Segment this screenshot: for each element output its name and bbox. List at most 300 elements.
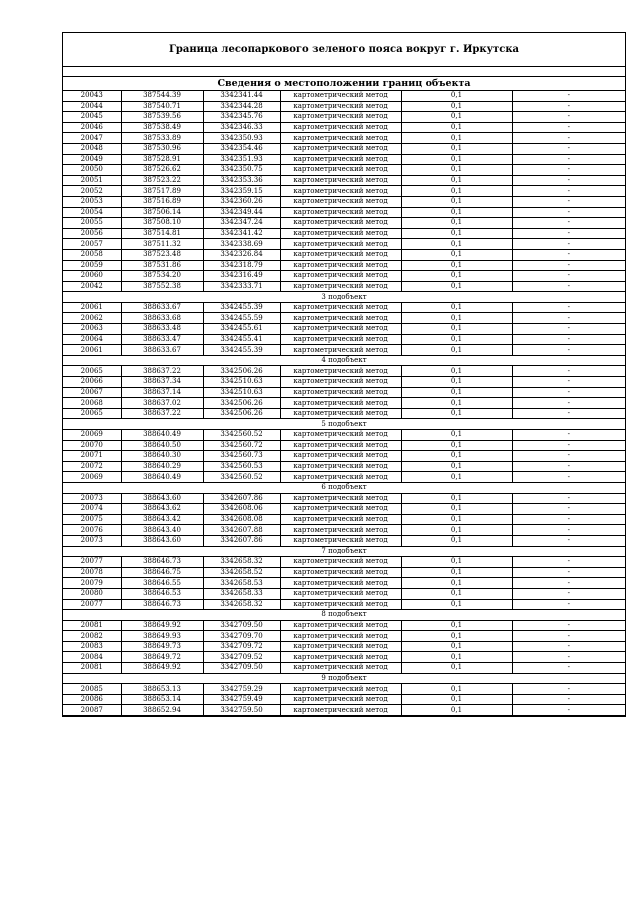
table-row <box>63 165 625 176</box>
point-number-cell: 20050 <box>63 165 121 176</box>
point-number-cell: 20047 <box>63 133 121 144</box>
table-row <box>63 493 625 504</box>
method-cell: картометрический метод <box>280 461 401 472</box>
x-coordinate-cell: 387539.56 <box>121 112 203 123</box>
precision-cell: 0,1 <box>401 599 512 610</box>
y-coordinate-cell: 3342316.49 <box>203 271 280 282</box>
method-cell: картометрический метод <box>280 196 401 207</box>
point-number-cell: 20055 <box>63 218 121 229</box>
table-row <box>63 567 625 578</box>
x-coordinate-cell: 387517.89 <box>121 186 203 197</box>
method-cell: картометрический метод <box>280 663 401 674</box>
y-coordinate-cell: 3342455.39 <box>203 345 280 356</box>
table-row <box>63 557 625 568</box>
point-number-cell: 20081 <box>63 663 121 674</box>
method-cell: картометрический метод <box>280 705 401 716</box>
table-row <box>63 641 625 652</box>
precision-cell: 0,1 <box>401 260 512 271</box>
table-row <box>63 525 625 536</box>
y-coordinate-cell: 3342455.39 <box>203 302 280 313</box>
table-row <box>63 578 625 589</box>
description-cell: - <box>512 588 625 599</box>
x-coordinate-cell: 388637.34 <box>121 377 203 388</box>
table-row <box>63 631 625 642</box>
y-coordinate-cell: 3342344.28 <box>203 101 280 112</box>
description-cell: - <box>512 440 625 451</box>
point-number-cell: 20060 <box>63 271 121 282</box>
description-cell: - <box>512 143 625 154</box>
precision-cell: 0,1 <box>401 196 512 207</box>
y-coordinate-cell: 3342349.44 <box>203 207 280 218</box>
y-coordinate-cell: 3342709.70 <box>203 631 280 642</box>
table-row <box>63 377 625 388</box>
table-row <box>63 663 625 674</box>
method-cell: картометрический метод <box>280 154 401 165</box>
method-cell: картометрический метод <box>280 218 401 229</box>
description-cell: - <box>512 154 625 165</box>
y-coordinate-cell: 3342658.32 <box>203 599 280 610</box>
y-coordinate-cell: 3342759.49 <box>203 694 280 705</box>
subobject-header-row <box>63 673 625 684</box>
description-cell: - <box>512 112 625 123</box>
precision-cell: 0,1 <box>401 239 512 250</box>
point-number-cell: 20052 <box>63 186 121 197</box>
x-coordinate-cell: 388637.22 <box>121 408 203 419</box>
x-coordinate-cell: 388643.40 <box>121 525 203 536</box>
table-row <box>63 387 625 398</box>
precision-cell: 0,1 <box>401 451 512 462</box>
point-number-cell: 20065 <box>63 366 121 377</box>
method-cell: картометрический метод <box>280 525 401 536</box>
method-cell: картометрический метод <box>280 493 401 504</box>
title-spacer <box>63 67 625 77</box>
y-coordinate-cell: 3342353.36 <box>203 175 280 186</box>
table-row <box>63 239 625 250</box>
precision-cell: 0,1 <box>401 620 512 631</box>
description-cell: - <box>512 366 625 377</box>
point-number-cell: 20057 <box>63 239 121 250</box>
description-cell: - <box>512 684 625 695</box>
point-number-cell: 20063 <box>63 324 121 335</box>
precision-cell: 0,1 <box>401 324 512 335</box>
point-number-cell: 20073 <box>63 535 121 546</box>
y-coordinate-cell: 3342510.63 <box>203 387 280 398</box>
y-coordinate-cell: 3342346.33 <box>203 122 280 133</box>
x-coordinate-cell: 388633.47 <box>121 334 203 345</box>
y-coordinate-cell: 3342560.53 <box>203 461 280 472</box>
y-coordinate-cell: 3342560.52 <box>203 472 280 483</box>
table-row <box>63 249 625 260</box>
description-cell: - <box>512 451 625 462</box>
table-row <box>63 271 625 282</box>
x-coordinate-cell: 388652.94 <box>121 705 203 716</box>
method-cell: картометрический метод <box>280 271 401 282</box>
precision-cell: 0,1 <box>401 302 512 313</box>
point-number-cell: 20049 <box>63 154 121 165</box>
method-cell: картометрический метод <box>280 504 401 515</box>
table-row <box>63 461 625 472</box>
method-cell: картометрический метод <box>280 514 401 525</box>
method-cell: картометрический метод <box>280 260 401 271</box>
y-coordinate-cell: 3342338.69 <box>203 239 280 250</box>
description-cell: - <box>512 218 625 229</box>
y-coordinate-cell: 3342608.08 <box>203 514 280 525</box>
table-row <box>63 345 625 356</box>
point-number-cell: 20059 <box>63 260 121 271</box>
point-number-cell: 20065 <box>63 408 121 419</box>
description-cell: - <box>512 408 625 419</box>
precision-cell: 0,1 <box>401 143 512 154</box>
point-number-cell: 20076 <box>63 525 121 536</box>
table-row <box>63 302 625 313</box>
x-coordinate-cell: 387531.86 <box>121 260 203 271</box>
description-cell: - <box>512 504 625 515</box>
precision-cell: 0,1 <box>401 705 512 716</box>
description-cell: - <box>512 493 625 504</box>
point-number-cell: 20075 <box>63 514 121 525</box>
method-cell: картометрический метод <box>280 175 401 186</box>
x-coordinate-cell: 387538.49 <box>121 122 203 133</box>
table-row <box>63 398 625 409</box>
point-number-cell: 20045 <box>63 112 121 123</box>
point-number-cell: 20053 <box>63 196 121 207</box>
method-cell: картометрический метод <box>280 430 401 441</box>
subobject-label: 4 подобъект <box>63 355 625 366</box>
description-cell: - <box>512 122 625 133</box>
table-row <box>63 705 625 716</box>
method-cell: картометрический метод <box>280 557 401 568</box>
point-number-cell: 20082 <box>63 631 121 642</box>
x-coordinate-cell: 388646.53 <box>121 588 203 599</box>
x-coordinate-cell: 388646.55 <box>121 578 203 589</box>
x-coordinate-cell: 387528.91 <box>121 154 203 165</box>
description-cell: - <box>512 694 625 705</box>
x-coordinate-cell: 388646.75 <box>121 567 203 578</box>
point-number-cell: 20051 <box>63 175 121 186</box>
precision-cell: 0,1 <box>401 175 512 186</box>
y-coordinate-cell: 3342341.44 <box>203 91 280 101</box>
table-row <box>63 218 625 229</box>
method-cell: картометрический метод <box>280 451 401 462</box>
x-coordinate-cell: 388649.92 <box>121 620 203 631</box>
x-coordinate-cell: 388637.22 <box>121 366 203 377</box>
description-cell: - <box>512 281 625 292</box>
description-cell: - <box>512 567 625 578</box>
point-number-cell: 20077 <box>63 599 121 610</box>
precision-cell: 0,1 <box>401 493 512 504</box>
x-coordinate-cell: 388633.67 <box>121 302 203 313</box>
subobject-label: 3 подобъект <box>63 292 625 303</box>
precision-cell: 0,1 <box>401 186 512 197</box>
description-cell: - <box>512 165 625 176</box>
subobject-header-row <box>63 419 625 430</box>
y-coordinate-cell: 3342345.76 <box>203 112 280 123</box>
point-number-cell: 20086 <box>63 694 121 705</box>
method-cell: картометрический метод <box>280 377 401 388</box>
x-coordinate-cell: 387523.48 <box>121 249 203 260</box>
table-row <box>63 451 625 462</box>
method-cell: картометрический метод <box>280 684 401 695</box>
precision-cell: 0,1 <box>401 122 512 133</box>
precision-cell: 0,1 <box>401 525 512 536</box>
y-coordinate-cell: 3342455.59 <box>203 313 280 324</box>
method-cell: картометрический метод <box>280 239 401 250</box>
method-cell: картометрический метод <box>280 387 401 398</box>
description-cell: - <box>512 641 625 652</box>
precision-cell: 0,1 <box>401 398 512 409</box>
method-cell: картометрический метод <box>280 694 401 705</box>
method-cell: картометрический метод <box>280 652 401 663</box>
precision-cell: 0,1 <box>401 218 512 229</box>
precision-cell: 0,1 <box>401 207 512 218</box>
table-row <box>63 122 625 133</box>
description-cell: - <box>512 345 625 356</box>
subobject-header-row <box>63 292 625 303</box>
table-row <box>63 440 625 451</box>
point-number-cell: 20081 <box>63 620 121 631</box>
point-number-cell: 20058 <box>63 249 121 260</box>
subobject-header-row <box>63 355 625 366</box>
method-cell: картометрический метод <box>280 101 401 112</box>
point-number-cell: 20068 <box>63 398 121 409</box>
x-coordinate-cell: 388643.60 <box>121 493 203 504</box>
method-cell: картометрический метод <box>280 281 401 292</box>
x-coordinate-cell: 387523.22 <box>121 175 203 186</box>
description-cell: - <box>512 557 625 568</box>
coordinates-table <box>63 91 625 716</box>
x-coordinate-cell: 388637.02 <box>121 398 203 409</box>
method-cell: картометрический метод <box>280 641 401 652</box>
precision-cell: 0,1 <box>401 557 512 568</box>
table-row <box>63 175 625 186</box>
y-coordinate-cell: 3342359.15 <box>203 186 280 197</box>
y-coordinate-cell: 3342560.72 <box>203 440 280 451</box>
table-row <box>63 281 625 292</box>
x-coordinate-cell: 387544.39 <box>121 91 203 101</box>
precision-cell: 0,1 <box>401 91 512 101</box>
y-coordinate-cell: 3342333.71 <box>203 281 280 292</box>
description-cell: - <box>512 101 625 112</box>
x-coordinate-cell: 387511.32 <box>121 239 203 250</box>
description-cell: - <box>512 228 625 239</box>
method-cell: картометрический метод <box>280 398 401 409</box>
description-cell: - <box>512 430 625 441</box>
x-coordinate-cell: 388649.72 <box>121 652 203 663</box>
x-coordinate-cell: 388649.73 <box>121 641 203 652</box>
y-coordinate-cell: 3342759.29 <box>203 684 280 695</box>
y-coordinate-cell: 3342607.86 <box>203 493 280 504</box>
description-cell: - <box>512 239 625 250</box>
method-cell: картометрический метод <box>280 302 401 313</box>
table-row <box>63 228 625 239</box>
y-coordinate-cell: 3342759.50 <box>203 705 280 716</box>
y-coordinate-cell: 3342326.84 <box>203 249 280 260</box>
precision-cell: 0,1 <box>401 249 512 260</box>
method-cell: картометрический метод <box>280 535 401 546</box>
method-cell: картометрический метод <box>280 313 401 324</box>
x-coordinate-cell: 388637.14 <box>121 387 203 398</box>
precision-cell: 0,1 <box>401 345 512 356</box>
point-number-cell: 20062 <box>63 313 121 324</box>
precision-cell: 0,1 <box>401 694 512 705</box>
method-cell: картометрический метод <box>280 631 401 642</box>
point-number-cell: 20070 <box>63 440 121 451</box>
method-cell: картометрический метод <box>280 345 401 356</box>
method-cell: картометрический метод <box>280 186 401 197</box>
y-coordinate-cell: 3342560.52 <box>203 430 280 441</box>
x-coordinate-cell: 387534.20 <box>121 271 203 282</box>
description-cell: - <box>512 249 625 260</box>
point-number-cell: 20077 <box>63 557 121 568</box>
method-cell: картометрический метод <box>280 334 401 345</box>
x-coordinate-cell: 388653.14 <box>121 694 203 705</box>
y-coordinate-cell: 3342607.88 <box>203 525 280 536</box>
point-number-cell: 20048 <box>63 143 121 154</box>
precision-cell: 0,1 <box>401 334 512 345</box>
x-coordinate-cell: 388633.48 <box>121 324 203 335</box>
point-number-cell: 20072 <box>63 461 121 472</box>
y-coordinate-cell: 3342360.26 <box>203 196 280 207</box>
y-coordinate-cell: 3342658.32 <box>203 557 280 568</box>
point-number-cell: 20046 <box>63 122 121 133</box>
subobject-label: 7 подобъект <box>63 546 625 557</box>
subobject-label: 9 подобъект <box>63 673 625 684</box>
precision-cell: 0,1 <box>401 154 512 165</box>
x-coordinate-cell: 387540.71 <box>121 101 203 112</box>
y-coordinate-cell: 3342350.75 <box>203 165 280 176</box>
precision-cell: 0,1 <box>401 504 512 515</box>
table-row <box>63 408 625 419</box>
precision-cell: 0,1 <box>401 366 512 377</box>
x-coordinate-cell: 388653.13 <box>121 684 203 695</box>
description-cell: - <box>512 271 625 282</box>
x-coordinate-cell: 388649.93 <box>121 631 203 642</box>
subobject-header-row <box>63 546 625 557</box>
precision-cell: 0,1 <box>401 588 512 599</box>
description-cell: - <box>512 620 625 631</box>
description-cell: - <box>512 302 625 313</box>
method-cell: картометрический метод <box>280 324 401 335</box>
description-cell: - <box>512 652 625 663</box>
x-coordinate-cell: 387516.89 <box>121 196 203 207</box>
y-coordinate-cell: 3342608.06 <box>203 504 280 515</box>
description-cell: - <box>512 377 625 388</box>
point-number-cell: 20061 <box>63 302 121 313</box>
description-cell: - <box>512 398 625 409</box>
method-cell: картометрический метод <box>280 567 401 578</box>
table-row <box>63 260 625 271</box>
table-row <box>63 112 625 123</box>
description-cell: - <box>512 91 625 101</box>
y-coordinate-cell: 3342709.50 <box>203 663 280 674</box>
x-coordinate-cell: 388633.67 <box>121 345 203 356</box>
method-cell: картометрический метод <box>280 599 401 610</box>
x-coordinate-cell: 387506.14 <box>121 207 203 218</box>
method-cell: картометрический метод <box>280 578 401 589</box>
point-number-cell: 20064 <box>63 334 121 345</box>
method-cell: картометрический метод <box>280 122 401 133</box>
point-number-cell: 20074 <box>63 504 121 515</box>
description-cell: - <box>512 461 625 472</box>
y-coordinate-cell: 3342607.86 <box>203 535 280 546</box>
x-coordinate-cell: 387533.89 <box>121 133 203 144</box>
description-cell: - <box>512 387 625 398</box>
precision-cell: 0,1 <box>401 535 512 546</box>
table-row <box>63 588 625 599</box>
method-cell: картометрический метод <box>280 249 401 260</box>
y-coordinate-cell: 3342354.46 <box>203 143 280 154</box>
method-cell: картометрический метод <box>280 620 401 631</box>
method-cell: картометрический метод <box>280 207 401 218</box>
description-cell: - <box>512 133 625 144</box>
point-number-cell: 20066 <box>63 377 121 388</box>
x-coordinate-cell: 388646.73 <box>121 599 203 610</box>
y-coordinate-cell: 3342351.93 <box>203 154 280 165</box>
y-coordinate-cell: 3342709.50 <box>203 620 280 631</box>
point-number-cell: 20069 <box>63 430 121 441</box>
table-row <box>63 514 625 525</box>
x-coordinate-cell: 387508.10 <box>121 218 203 229</box>
x-coordinate-cell: 388643.60 <box>121 535 203 546</box>
method-cell: картометрический метод <box>280 143 401 154</box>
point-number-cell: 20078 <box>63 567 121 578</box>
table-row <box>63 324 625 335</box>
point-number-cell: 20085 <box>63 684 121 695</box>
point-number-cell: 20084 <box>63 652 121 663</box>
precision-cell: 0,1 <box>401 228 512 239</box>
precision-cell: 0,1 <box>401 101 512 112</box>
precision-cell: 0,1 <box>401 652 512 663</box>
description-cell: - <box>512 207 625 218</box>
description-cell: - <box>512 186 625 197</box>
y-coordinate-cell: 3342455.61 <box>203 324 280 335</box>
y-coordinate-cell: 3342658.53 <box>203 578 280 589</box>
y-coordinate-cell: 3342455.41 <box>203 334 280 345</box>
table-row <box>63 334 625 345</box>
x-coordinate-cell: 388649.92 <box>121 663 203 674</box>
description-cell: - <box>512 324 625 335</box>
table-row <box>63 599 625 610</box>
description-cell: - <box>512 313 625 324</box>
table-row <box>63 472 625 483</box>
subobject-label: 8 подобъект <box>63 610 625 621</box>
x-coordinate-cell: 388640.30 <box>121 451 203 462</box>
table-row <box>63 652 625 663</box>
table-row <box>63 91 625 101</box>
x-coordinate-cell: 388640.29 <box>121 461 203 472</box>
table-row <box>63 133 625 144</box>
coordinates-table-body <box>63 91 625 716</box>
precision-cell: 0,1 <box>401 377 512 388</box>
x-coordinate-cell: 388646.73 <box>121 557 203 568</box>
precision-cell: 0,1 <box>401 578 512 589</box>
description-cell: - <box>512 525 625 536</box>
point-number-cell: 20054 <box>63 207 121 218</box>
description-cell: - <box>512 334 625 345</box>
precision-cell: 0,1 <box>401 684 512 695</box>
precision-cell: 0,1 <box>401 281 512 292</box>
description-cell: - <box>512 175 625 186</box>
table-row <box>63 620 625 631</box>
table-row <box>63 684 625 695</box>
description-cell: - <box>512 705 625 716</box>
precision-cell: 0,1 <box>401 663 512 674</box>
method-cell: картометрический метод <box>280 91 401 101</box>
point-number-cell: 20061 <box>63 345 121 356</box>
description-cell: - <box>512 631 625 642</box>
point-number-cell: 20056 <box>63 228 121 239</box>
subobject-label: 5 подобъект <box>63 419 625 430</box>
